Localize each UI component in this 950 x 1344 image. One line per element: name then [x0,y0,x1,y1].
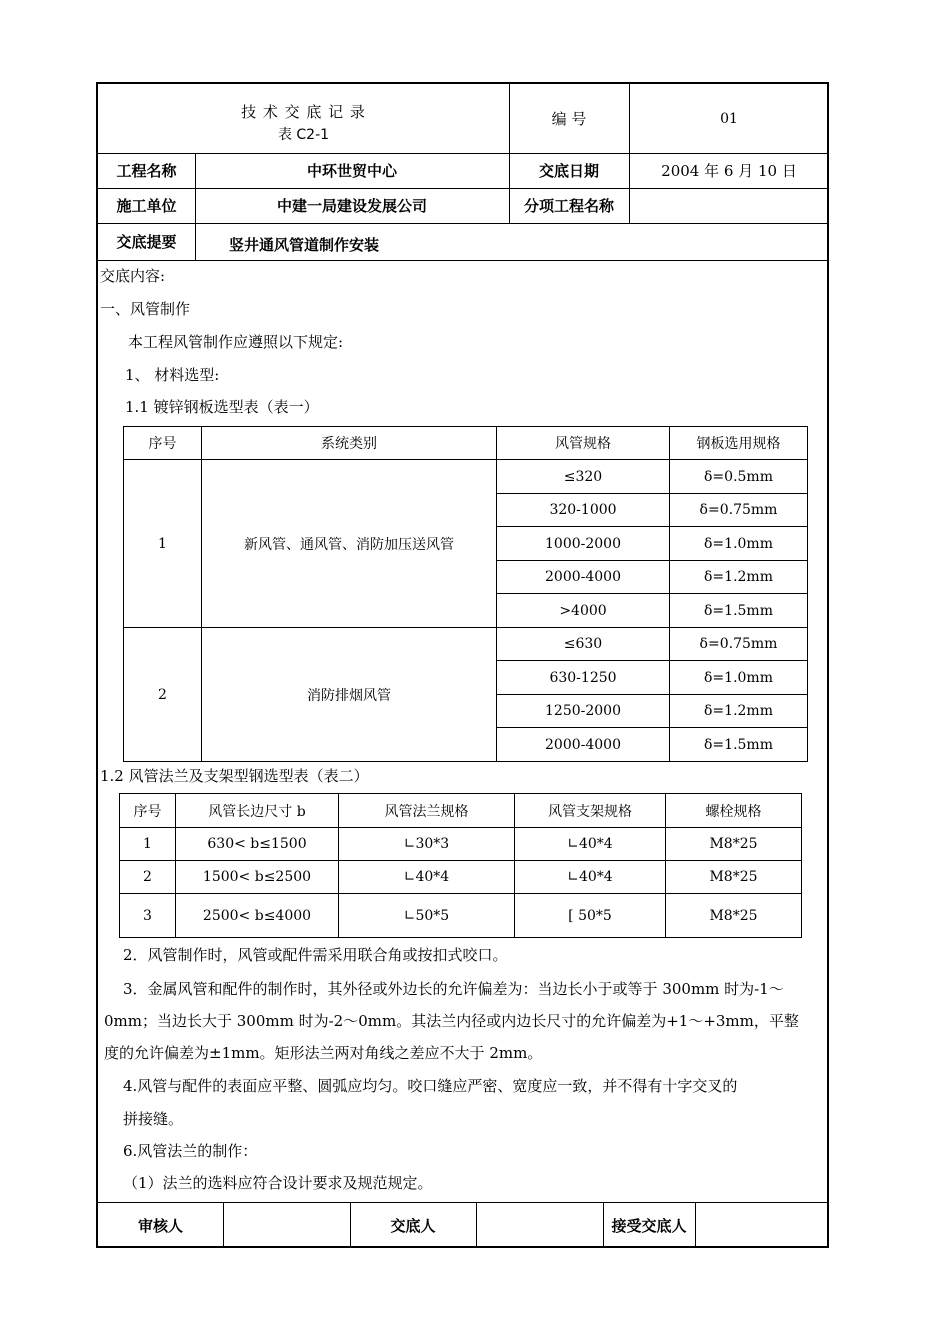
item-3-line-1: 3．金属风管和配件的制作时，其外径或外边长的允许偏差为：当边长小于或等于 300mm 时为-1～ [123,980,784,998]
content-label: 交底内容: [100,267,166,285]
number-value: 01 [720,110,738,127]
item-6-1: （1）法兰的选料应符合设计要求及规范规定。 [123,1174,433,1192]
form-title: 技 术 交 底 记 录 [241,103,366,121]
item-2: 2．风管制作时，风管或配件需采用联合角或按扣式咬口。 [123,946,508,964]
table2-bracket: ∟40*4 [515,861,666,894]
receiver-label: 接受交底人 [611,1216,687,1235]
date-value: 2004 年 6 月 10 日 [661,162,797,180]
reviewer-signature-field[interactable] [223,1202,350,1248]
table2-no: 1 [120,828,176,861]
divider [98,223,829,224]
contractor-value: 中建一局建设发展公司 [276,197,427,215]
table1-spec: ≤630 [497,628,670,661]
sub-project-label: 分项工程名称 [523,197,614,215]
table2-size: 1500< b≤2500 [176,861,339,894]
receiver-signature-field[interactable] [695,1202,829,1248]
table1-header: 钢板选用规格 [670,427,808,460]
item-3-line-2: 0mm；当边长大于 300mm 时为-2～0mm。其法兰内径或内边长尺寸的允许偏差为+1～+3mm，平整 [104,1012,799,1030]
table2-header: 风管支架规格 [515,794,666,828]
divider [98,260,829,261]
table2-header: 螺栓规格 [666,794,802,828]
table2-flange: ∟30*3 [339,828,515,861]
table1-group-no: 1 [124,460,202,628]
table2-size: 2500< b≤4000 [176,894,339,938]
table2-bracket: ∟40*4 [515,828,666,861]
table1-header: 序号 [124,427,202,460]
table1-spec: ≤320 [497,460,670,494]
form-number: 表 C2-1 [277,127,330,143]
contractor-label: 施工单位 [116,197,177,215]
table2-header: 序号 [120,794,176,828]
table2-size: 630< b≤1500 [176,828,339,861]
table2-flange: ∟50*5 [339,894,515,938]
summary-value: 竖井通风管道制作安装 [229,236,380,254]
item-1: 1、 材料选型: [125,366,220,384]
table1-system: 新风管、通风管、消防加压送风管 [202,460,497,628]
table2-header: 风管长边尺寸 b [176,794,339,828]
table2-bolt: M8*25 [666,894,802,938]
number-label: 编 号 [551,110,587,128]
table2-title: 1.2 风管法兰及支架型钢选型表（表二） [100,767,369,785]
table1-header: 系统类别 [202,427,497,460]
table2-header: 风管法兰规格 [339,794,515,828]
sub-project-value [629,188,829,223]
table1-title: 1.1 镀锌钢板选型表（表一） [125,398,319,416]
table1-spec: 320-1000 [497,494,670,527]
table1-steel: δ=1.0mm [670,661,808,695]
section-heading: 一、风管制作 [100,300,191,318]
table1-system: 消防排烟风管 [202,628,497,762]
discloser-label: 交底人 [390,1216,436,1235]
table1-steel: δ=1.5mm [670,594,808,628]
table1-spec: 2000-4000 [497,728,670,762]
discloser-signature-field[interactable] [476,1202,603,1248]
table2-no: 3 [120,894,176,938]
table1-group-no: 2 [124,628,202,762]
table1-header: 风管规格 [497,427,670,460]
table1-steel: δ=0.75mm [670,494,808,527]
item-3-line-3: 度的允许偏差为±1mm。矩形法兰两对角线之差应不大于 2mm。 [104,1044,543,1062]
steel-plate-table [123,426,808,762]
table1-steel: δ=1.5mm [670,728,808,762]
table2-no: 2 [120,861,176,894]
table1-steel: δ=0.5mm [670,460,808,494]
flange-bracket-table [119,793,802,938]
table2-bolt: M8*25 [666,861,802,894]
item-6: 6.风管法兰的制作： [123,1142,258,1160]
table2-bolt: M8*25 [666,828,802,861]
table1-steel: δ=1.0mm [670,527,808,561]
table1-steel: δ=1.2mm [670,695,808,728]
summary-label: 交底提要 [116,233,177,251]
project-name-label: 工程名称 [116,162,177,180]
item-4-line-2: 拼接缝。 [123,1110,184,1128]
table1-spec: 630-1250 [497,661,670,695]
table1-spec: 2000-4000 [497,561,670,594]
table2-flange: ∟40*4 [339,861,515,894]
technical-disclosure-form [96,82,829,1248]
table1-steel: δ=1.2mm [670,561,808,594]
date-label: 交底日期 [538,162,599,180]
table1-spec: 1250-2000 [497,695,670,728]
project-name-value: 中环世贸中心 [306,162,397,180]
table1-steel: δ=0.75mm [670,628,808,661]
table1-spec: >4000 [497,594,670,628]
reviewer-label: 审核人 [137,1216,183,1235]
table2-bracket: [ 50*5 [515,894,666,938]
item-4-line-1: 4.风管与配件的表面应平整、圆弧应均匀。咬口缝应严密、宽度应一致，并不得有十字交叉的 [123,1077,738,1095]
table1-spec: 1000-2000 [497,527,670,561]
intro-text: 本工程风管制作应遵照以下规定: [128,333,344,351]
